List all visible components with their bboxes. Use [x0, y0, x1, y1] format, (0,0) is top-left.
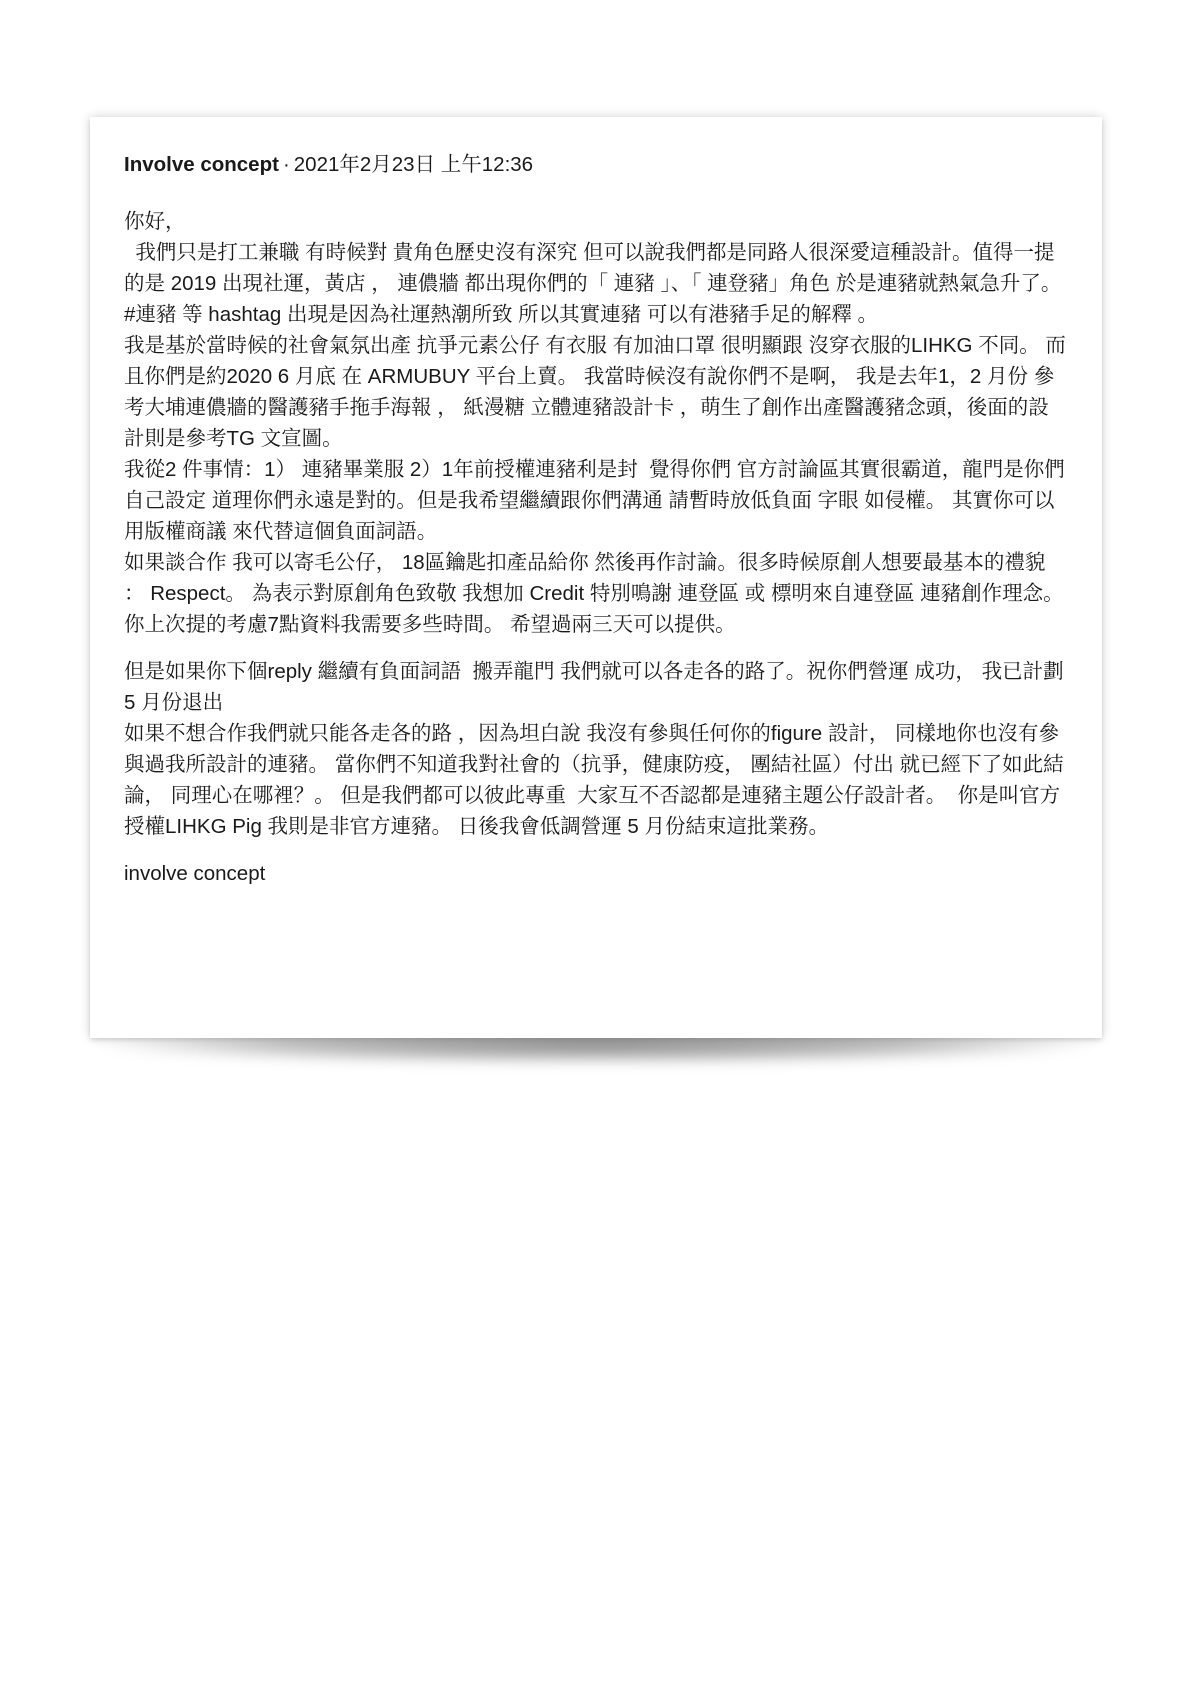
- message-paragraph-2: 我是基於當時候的社會氣氛出產 抗爭元素公仔 有衣服 有加油口罩 很明顯跟 沒穿衣服的LIHKG 不同。 而且你們是約2020 6 月底 在 ARMUBUY 平台上賣。 我當時候沒有說你們不是啊， 我是去年1，2 月份 參考大埔連儂牆的醫護豬手拖手海報 ， 紙漫糖 立體連豬設計卡 ，萌生了創作出產醫護豬念頭，後面的設計則是參考TG 文宣圖。: [124, 334, 1066, 450]
- message-paragraph-4: 如果談合作 我可以寄毛公仔， 18區鑰匙扣產品給你 然後再作討論。很多時候原創人想要最基本的禮貌 ： Respect。 為表示對原創角色致敬 我想加 Credit 特別鳴謝 連登區 或 標明來自連登區 連豬創作理念。 你上次提的考慮7點資料我需要多些時間。 希望過兩三天可以提供。: [124, 551, 1064, 636]
- message-header: [124, 149, 1068, 180]
- message-paragraph-1: 我們只是打工兼職 有時候對 貴角色歷史沒有深究 但可以說我們都是同路人很深愛這種設計。值得一提的是 2019 出現社運，黃店 ， 連儂牆 都出現你們的「 連豬 」、「 連登豬」角色 於是連豬就熱氣急升了。 #連豬 等 hashtag 出現是因為社運熱潮所致 所以其實連豬 可以有港豬手足的解釋 。: [124, 241, 1068, 326]
- header-separator: ·: [282, 153, 290, 176]
- message-paragraph-3: 我從2 件事情：1） 連豬畢業服 2）1年前授權連豬利是封 覺得你們 官方討論區其實很霸道，龍門是你們自己設定 道理你們永遠是對的。但是我希望繼續跟你們溝通 請暫時放低負面 字眼 如侵權。 其實你可以用版權商議 來代替這個負面詞語。: [124, 458, 1065, 543]
- message-paragraph-6: 如果不想合作我們就只能各走各的路 ，因為坦白說 我沒有參與任何你的figure 設計， 同樣地你也沒有參與過我所設計的連豬。 當你們不知道我對社會的（抗爭，健康防疫， 團結社區）付出 就已經下了如此結論， 同理心在哪裡？。 但是我們都可以彼此專重 大家互不否認都是連豬主題公仔設計者。 你是叫官方授權LIHKG Pig 我則是非官方連豬。 日後我會低調營運 5 月份結束這批業務。: [124, 722, 1064, 838]
- message-author[interactable]: Involve concept: [124, 153, 279, 176]
- message-greeting: 你好，: [124, 210, 186, 233]
- message-paragraph-5: 但是如果你下個reply 繼續有負面詞語 搬弄龍門 我們就可以各走各的路了。祝你們營運 成功， 我已計劃5 月份退出: [124, 660, 1064, 714]
- message-card-wrapper: [90, 117, 1102, 1038]
- message-signature: involve concept: [124, 862, 266, 885]
- message-card: [90, 117, 1102, 1038]
- message-timestamp: 2021年2月23日 上午12:36: [293, 153, 534, 176]
